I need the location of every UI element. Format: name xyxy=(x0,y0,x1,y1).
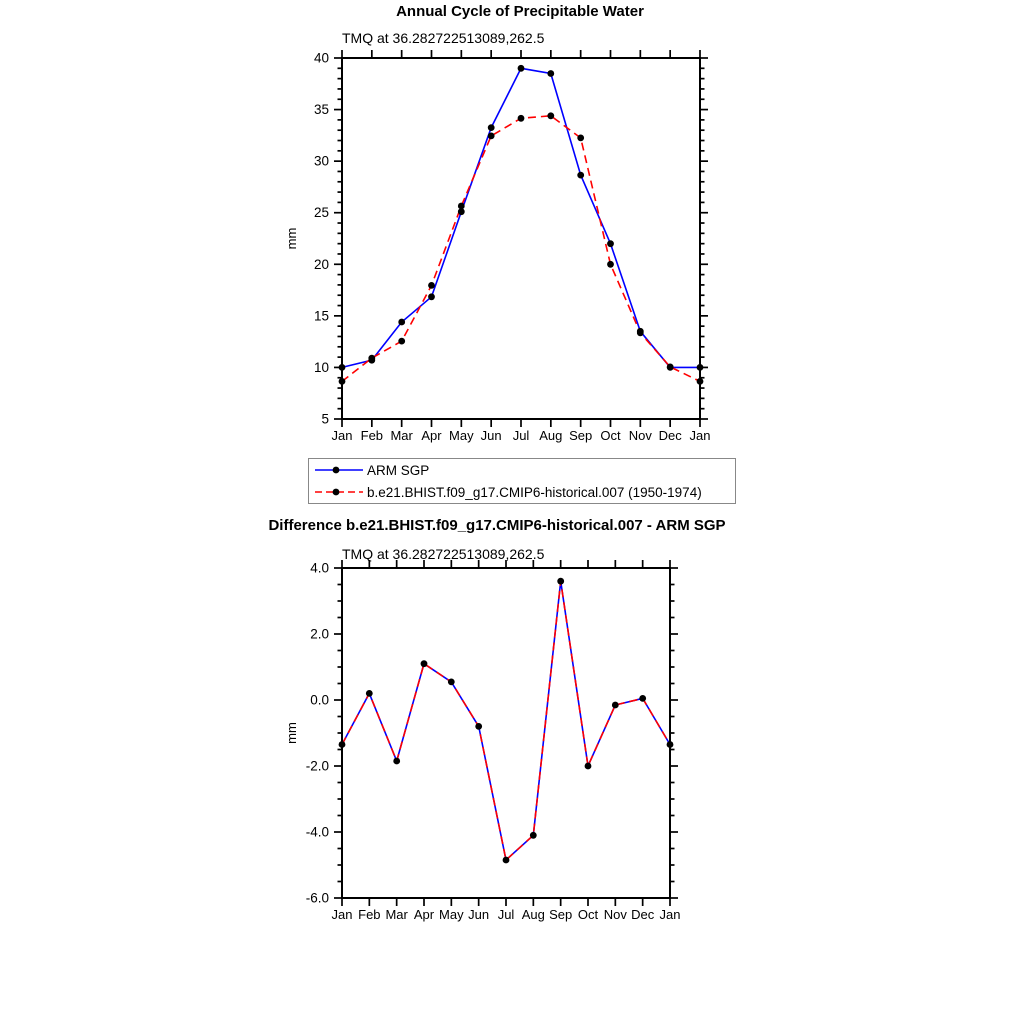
x-axis-month-label: Jan xyxy=(331,907,353,922)
y-axis-tick-label: 35 xyxy=(313,102,329,118)
data-point xyxy=(577,135,584,142)
x-axis-month-label: Jun xyxy=(468,907,490,922)
x-axis-month-label: Sep xyxy=(569,428,593,443)
x-axis-month-label: Apr xyxy=(421,428,442,443)
data-point xyxy=(530,832,537,839)
x-axis-month-label: Jul xyxy=(512,428,530,443)
x-axis-month-label: Jun xyxy=(480,428,502,443)
y-axis-tick-label: 15 xyxy=(313,308,329,324)
y-axis-tick-label: 5 xyxy=(321,411,329,427)
y-axis-tick-label: 30 xyxy=(313,153,329,169)
legend-entry-arm-sgp xyxy=(314,460,735,480)
y-axis-tick-label: -4.0 xyxy=(305,824,329,840)
legend-label: ARM SGP xyxy=(367,462,430,478)
data-point xyxy=(339,741,346,748)
series-line-0 xyxy=(342,581,670,860)
legend-entry-model xyxy=(314,482,735,502)
top-chart-title: Annual Cycle of Precipitable Water xyxy=(396,3,644,20)
data-point xyxy=(639,695,646,702)
x-axis-month-label: Jan xyxy=(689,428,711,443)
data-point xyxy=(612,702,619,709)
data-point xyxy=(518,65,525,72)
data-point xyxy=(697,364,704,371)
y-axis-tick-label: 0.0 xyxy=(310,692,329,708)
data-point xyxy=(366,690,373,697)
data-point xyxy=(448,679,455,686)
plot-frame xyxy=(342,568,670,898)
y-axis-tick-label: 20 xyxy=(313,256,329,272)
x-axis-month-label: Aug xyxy=(539,428,563,443)
data-point xyxy=(398,338,405,345)
data-point xyxy=(458,203,465,210)
y-axis-tick-label: 4.0 xyxy=(310,560,329,576)
x-axis-month-label: Dec xyxy=(658,428,682,443)
x-axis-month-label: Dec xyxy=(631,907,655,922)
data-point xyxy=(667,364,674,371)
data-point xyxy=(503,857,510,864)
data-point xyxy=(339,378,346,385)
x-axis-month-label: Oct xyxy=(577,907,599,922)
x-axis-month-label: Oct xyxy=(600,428,621,443)
data-point xyxy=(585,763,592,770)
plot-frame xyxy=(342,58,700,419)
data-point xyxy=(557,578,564,585)
y-axis-label: mm xyxy=(284,227,299,250)
top-chart-subtitle: TMQ at 36.282722513089,262.5 xyxy=(342,30,545,46)
x-axis-month-label: Aug xyxy=(521,907,545,922)
data-point xyxy=(607,261,614,268)
chart-plot-1 xyxy=(284,560,680,922)
x-axis-month-label: Mar xyxy=(385,907,408,922)
data-point xyxy=(421,660,428,667)
x-axis-month-label: Nov xyxy=(628,428,652,443)
y-axis-label: mm xyxy=(284,722,299,744)
y-axis-tick-label: 2.0 xyxy=(310,626,329,642)
data-point xyxy=(547,112,554,119)
x-axis-month-label: Apr xyxy=(413,907,435,922)
data-point xyxy=(368,355,375,362)
data-point xyxy=(607,240,614,247)
x-axis-month-label: Jan xyxy=(331,428,353,443)
data-point xyxy=(398,319,405,326)
x-axis-month-label: May xyxy=(439,907,464,922)
series-line-1 xyxy=(342,581,670,860)
data-point xyxy=(547,70,554,77)
data-point xyxy=(697,378,704,385)
legend-line-dashed-icon xyxy=(314,486,364,498)
y-axis-tick-label: 40 xyxy=(313,50,329,66)
series-line-0 xyxy=(342,68,700,367)
x-axis-month-label: Sep xyxy=(549,907,573,922)
legend xyxy=(308,458,736,504)
x-axis-month-label: May xyxy=(449,428,474,443)
data-point xyxy=(488,124,495,131)
legend-line-solid-icon xyxy=(314,464,364,476)
x-axis-month-label: Feb xyxy=(360,428,384,443)
data-point xyxy=(518,115,525,122)
data-point xyxy=(637,330,644,337)
data-point xyxy=(428,282,435,289)
x-axis-month-label: Mar xyxy=(390,428,413,443)
x-axis-month-label: Nov xyxy=(603,907,627,922)
y-axis-tick-label: 10 xyxy=(313,359,329,375)
y-axis-tick-label: -6.0 xyxy=(305,890,329,906)
data-point xyxy=(488,133,495,140)
legend-label: b.e21.BHIST.f09_g17.CMIP6-historical.007 (1950-1974) xyxy=(367,484,702,500)
x-axis-month-label: Feb xyxy=(358,907,381,922)
y-axis-tick-label: 25 xyxy=(313,205,329,221)
data-point xyxy=(475,723,482,730)
data-point xyxy=(428,293,435,300)
data-point xyxy=(339,364,346,371)
difference-chart-subtitle: TMQ at 36.282722513089,262.5 xyxy=(342,546,545,562)
data-point xyxy=(667,741,674,748)
x-axis-month-label: Jul xyxy=(497,907,515,922)
chart-plot-0 xyxy=(284,50,710,443)
x-axis-month-label: Jan xyxy=(659,907,681,922)
data-point xyxy=(393,758,400,765)
y-axis-tick-label: -2.0 xyxy=(305,758,329,774)
series-line-1 xyxy=(342,116,700,382)
data-point xyxy=(577,172,584,179)
difference-chart-title: Difference b.e21.BHIST.f09_g17.CMIP6-historical.007 - ARM SGP xyxy=(268,517,726,534)
